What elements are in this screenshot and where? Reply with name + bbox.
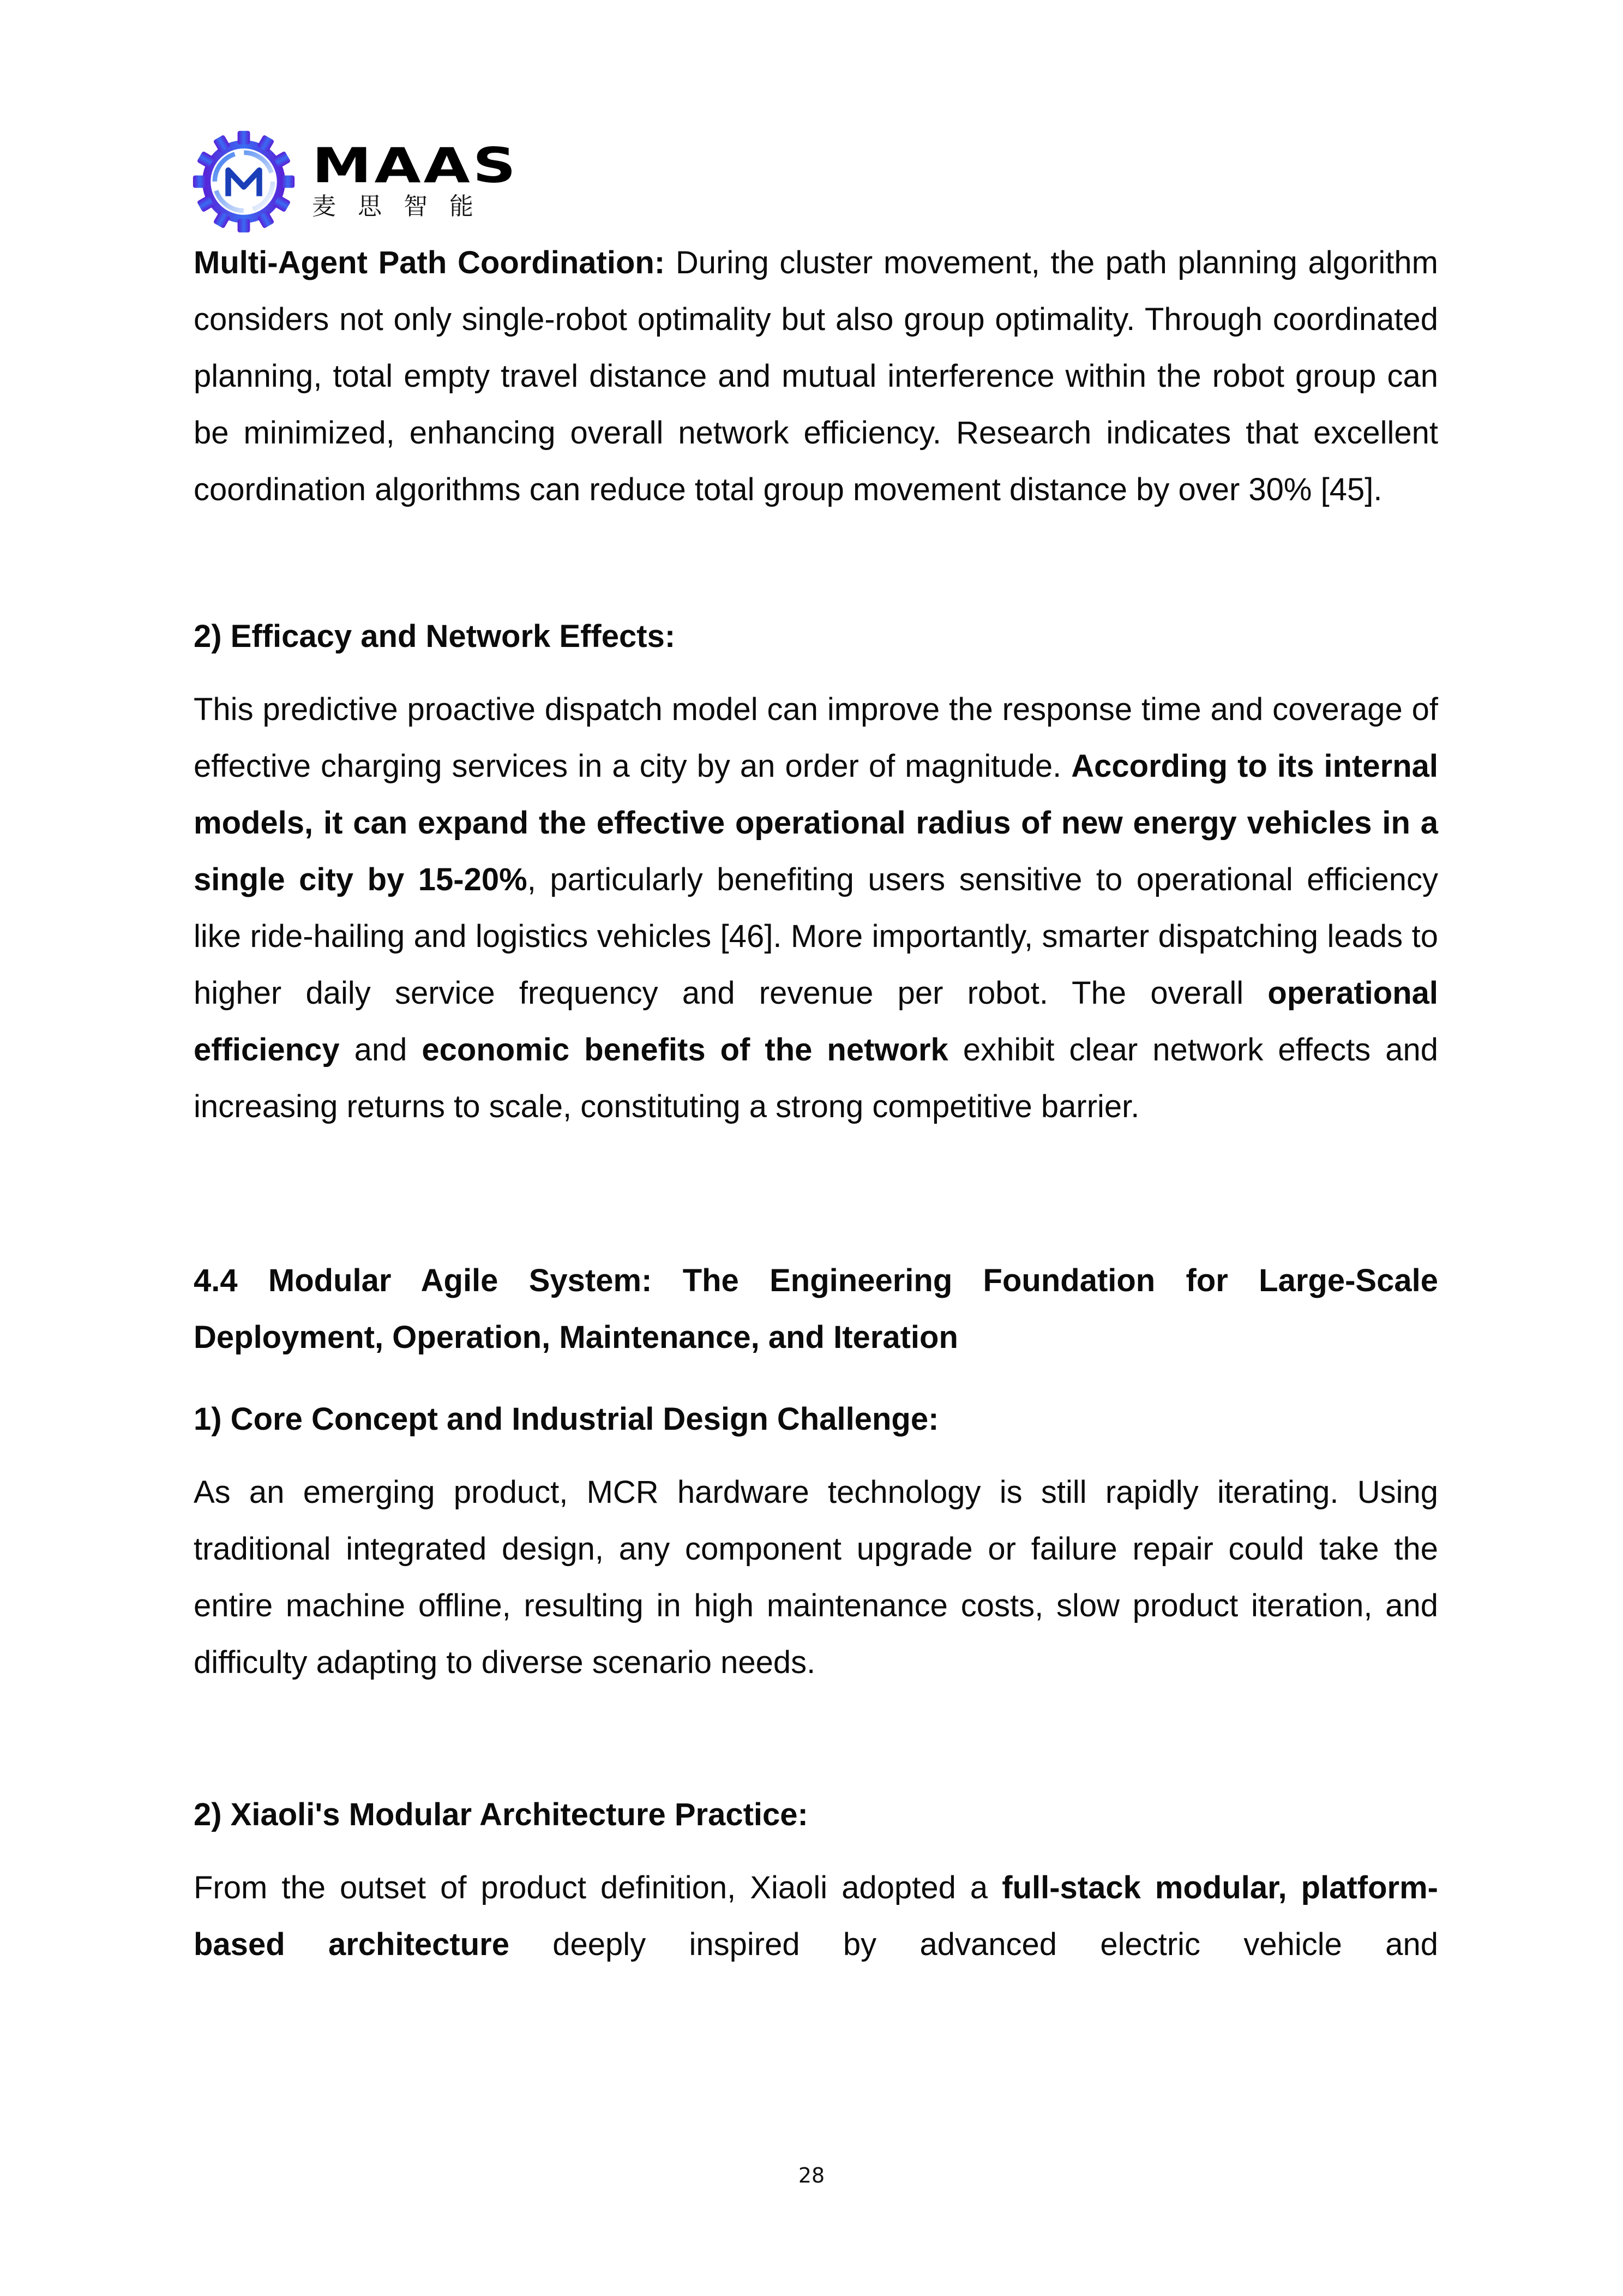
paragraph-efficacy: This predictive proactive dispatch model can improve the response time and coverage of effective charging services in a city by an order of magnitude. According to its internal models, it can expand the effective operational radius of new energy vehicles in a single city by 15-20%, particularly benefiting users sensitive to operational efficiency like ride-hailing and logistics vehicles [46]. More importantly, smarter dispatching leads to higher daily service frequency and revenue per robot. The overall operational efficiency and economic benefits of the network exhibit clear network effects and increasing returns to scale, constituting a strong competitive barrier. — [194, 692, 1439, 1124]
heading-efficacy: 2) Efficacy and Network Effects: — [194, 619, 676, 654]
heading-modular-practice: 2) Xiaoli's Modular Architecture Practice: — [194, 1797, 808, 1832]
page-number: 28 — [798, 2163, 825, 2187]
company-logo — [192, 130, 519, 233]
gear-logo-icon — [192, 130, 296, 233]
section-heading-4-4: 4.4 Modular Agile System: The Engineering Foundation for Large-Scale Deployment, Operation, Maintenance, and Iteration — [194, 1263, 1438, 1355]
term-multi-agent: Multi-Agent Path Coordination: — [194, 245, 665, 280]
logo-chinese-text: 麦思智能 — [312, 193, 495, 220]
paragraph-multi-agent: Multi-Agent Path Coordination: During cluster movement, the path planning algorithm considers not only single-robot optimality but also group optimality. Through coordinated planning, total empty travel distance and mutual interference within the robot group can be minimized, enhancing overall network efficiency. Research indicates that excellent coordination algorithms can reduce total group movement distance by over 30% [45]. — [194, 245, 1438, 507]
logo-brand-text: MAAS — [312, 137, 519, 194]
paragraph-core-concept: As an emerging product, MCR hardware technology is still rapidly iterating. Using traditional integrated design, any component upgrade or failure repair could take the entire machine offline, resulting in high maintenance costs, slow product iteration, and difficulty adapting to diverse scenario needs. — [194, 1474, 1438, 1680]
document-body — [194, 235, 1438, 1973]
heading-core-concept: 1) Core Concept and Industrial Design Challenge: — [194, 1401, 939, 1437]
paragraph-modular-practice: From the outset of product definition, Xiaoli adopted a full-stack modular, platform-based architecture deeply inspired by advanced electric vehicle and — [194, 1870, 1438, 1962]
